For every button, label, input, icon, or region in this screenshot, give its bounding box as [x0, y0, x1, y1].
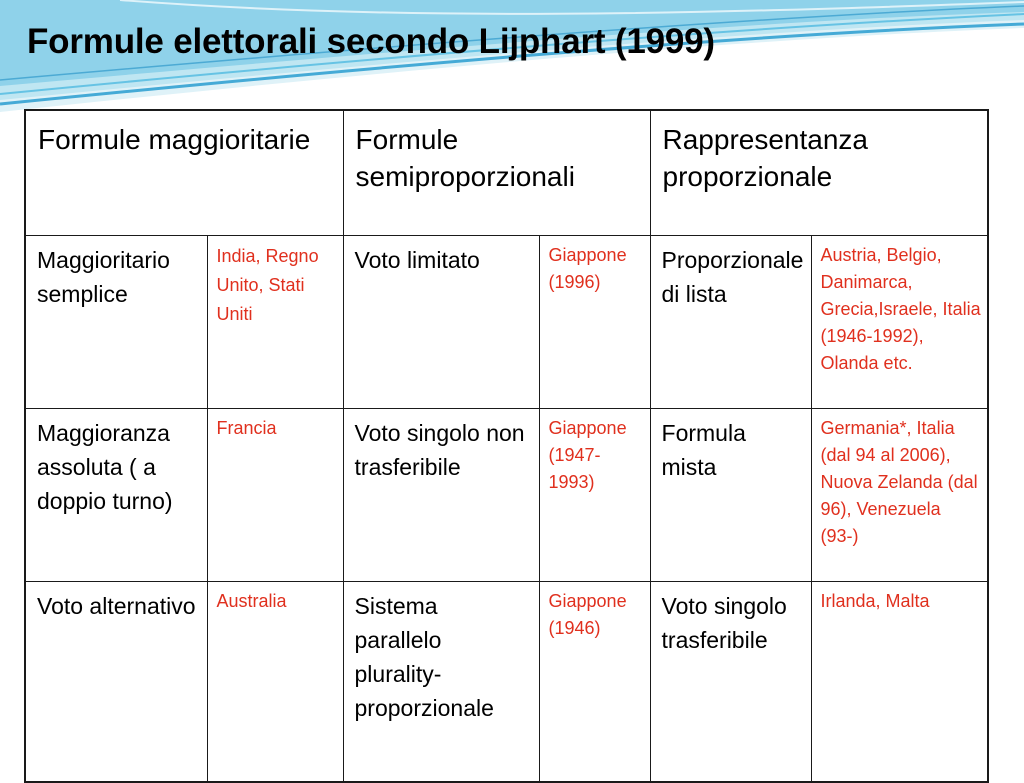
- page-title: Formule elettorali secondo Lijphart (1999): [27, 22, 715, 61]
- header-majoritarian: Formule maggioritarie: [25, 110, 343, 235]
- table-row: [25, 235, 988, 408]
- electoral-formulas-table: [24, 109, 989, 783]
- majoritarian-examples: India, Regno Unito, Stati Uniti: [207, 235, 343, 408]
- majoritarian-formula-name: Maggioranza assoluta ( a doppio turno): [25, 408, 207, 581]
- semiproportional-examples: Giappone (1946): [539, 581, 650, 782]
- header-semiproportional: Formule semiproporzionali: [343, 110, 650, 235]
- majoritarian-formula-name: Voto alternativo: [25, 581, 207, 782]
- table-row: [25, 581, 988, 782]
- proportional-examples: Irlanda, Malta: [811, 581, 988, 782]
- semiproportional-formula-name: Voto limitato: [343, 235, 539, 408]
- proportional-formula-name: Proporzionale di lista: [650, 235, 811, 408]
- majoritarian-examples: Australia: [207, 581, 343, 782]
- semiproportional-examples: Giappone (1996): [539, 235, 650, 408]
- majoritarian-examples: Francia: [207, 408, 343, 581]
- proportional-formula-name: Formula mista: [650, 408, 811, 581]
- majoritarian-formula-name: Maggioritario semplice: [25, 235, 207, 408]
- semiproportional-formula-name: Sistema parallelo plurality-proporzionale: [343, 581, 539, 782]
- semiproportional-examples: Giappone (1947-1993): [539, 408, 650, 581]
- header-proportional: Rappresentanza proporzionale: [650, 110, 988, 235]
- table-row: [25, 408, 988, 581]
- table-header-row: [25, 110, 988, 235]
- semiproportional-formula-name: Voto singolo non trasferibile: [343, 408, 539, 581]
- proportional-examples: Germania*, Italia (dal 94 al 2006), Nuova Zelanda (dal 96), Venezuela (93-): [811, 408, 988, 581]
- proportional-formula-name: Voto singolo trasferibile: [650, 581, 811, 782]
- proportional-examples: Austria, Belgio, Danimarca, Grecia,Israele, Italia (1946-1992), Olanda etc.: [811, 235, 988, 408]
